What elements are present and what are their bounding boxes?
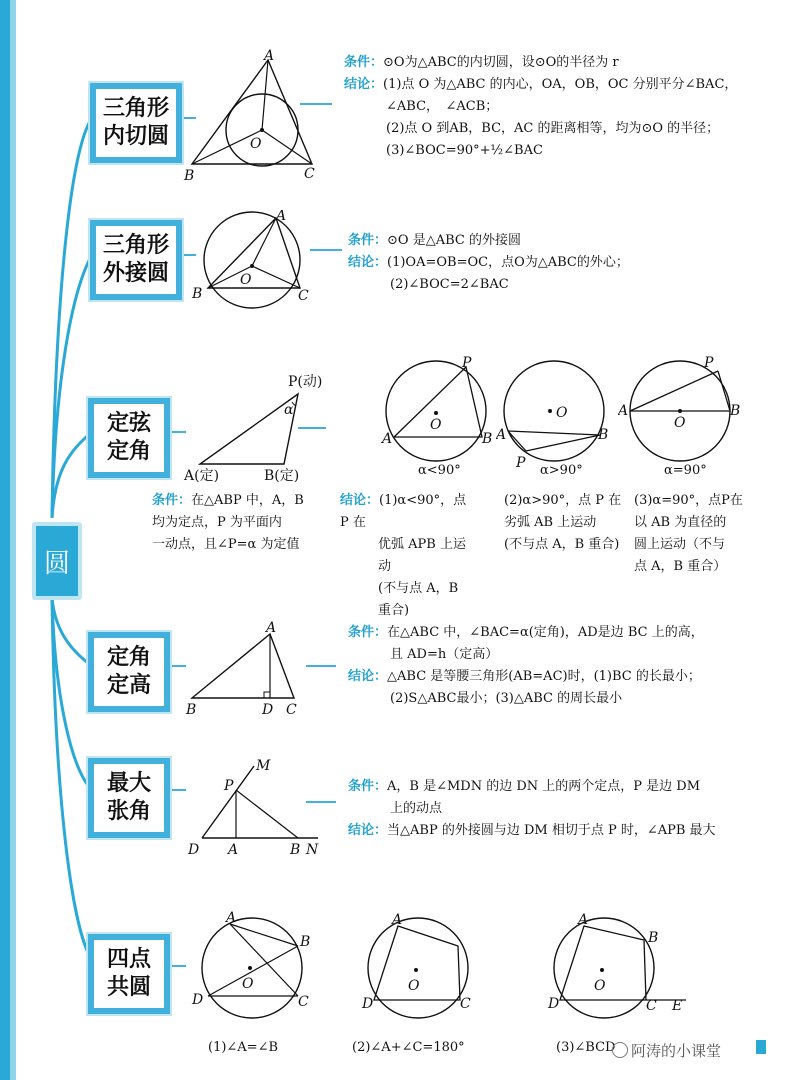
fig6a-label-c: C [298,994,309,1010]
node-incircle-line2: 内切圆 [102,124,169,149]
fig6c-label-o: O [594,978,606,994]
figure-concyclic-3 [546,910,696,1020]
fig6b-label-o: O [408,978,420,994]
fig3-label-b: B(定) [264,468,300,484]
fixed-chord-case-2 [504,490,630,556]
section-max-angle-text [348,776,788,842]
max-angle-conclusion-tag: 结论： [348,823,388,838]
case2-line1: (2)α>90°，点 P 在 [504,493,622,508]
caption-right: α=90° [664,463,707,478]
watermark-logo-icon [612,1042,628,1058]
figure-concyclic-2 [360,910,490,1020]
fig6b-label-d: D [362,996,374,1012]
figure-incircle [180,48,320,188]
fah-condition-tag: 条件： [348,625,388,640]
fig5-label-b: B [290,842,301,858]
node-fixed-angle-height [88,632,170,712]
circumcircle-condition-tag: 条件： [348,233,388,248]
fig1-label-b: B [184,168,195,184]
fig2-label-b: B [192,286,203,302]
incircle-conclusion-2: ∠ABC， ∠ACB； [386,99,499,114]
incircle-condition-tag: 条件： [344,55,384,70]
fig5-label-d: D [188,842,200,858]
circumcircle-condition: ⊙O 是△ABC 的外接圆 [387,233,521,248]
fig3b-label-a: A [496,427,507,443]
caption-concyclic-2: (2)∠A+∠C=180° [352,1040,465,1055]
node-concyclic [88,934,170,1014]
case3-line1: (3)α=90°，点P在 [634,493,743,508]
max-angle-condition-tag: 条件： [348,779,388,794]
fig3c-label-p: P [704,355,714,371]
case3-line2: 以 AB 为直径的 [634,515,727,530]
node-circumcircle [90,220,182,300]
node-concyclic-line2: 共圆 [106,975,151,1000]
fixed-chord-conclusion-tag: 结论： [340,493,380,508]
fig3c-label-b: B [730,403,741,419]
fig6a-label-b: B [300,934,311,950]
fixed-chord-case-3 [634,490,764,578]
max-angle-conclusion-1: 当△ABP 的外接圆与边 DM 相切于点 P 时，∠APB 最大 [387,823,716,838]
fig6a-label-o: O [242,976,254,992]
corner-marker [756,1040,766,1054]
figure-fixed-angle-height [180,618,310,718]
fig3a-label-p: P [462,355,472,371]
root-label: 圆 [43,548,70,579]
fah-condition-2: 且 AD=h（定高） [390,647,499,662]
fig3a-label-a: A [382,431,393,447]
fig6c-label-e: E [672,998,683,1014]
fig6c-label-a: A [578,912,589,928]
fah-conclusion-tag: 结论： [348,669,388,684]
fig3c-label-a: A [618,403,629,419]
case2-line3: (不与点 A，B 重合) [504,537,620,552]
fah-conclusion-1: △ABC 是等腰三角形(AB=AC)时，(1)BC 的长最小； [387,669,701,684]
watermark [612,1040,721,1061]
node-max-angle [88,758,170,838]
fixed-chord-condition-1: 在△ABP 中，A，B [191,493,304,508]
incircle-conclusion-3: (2)点 O 到AB，BC，AC 的距离相等，均为⊙O 的半径； [386,121,720,136]
fig5-label-n: N [306,842,319,858]
fixed-chord-case-1 [340,490,470,622]
node-fixed-chord-line1: 定弦 [106,411,151,436]
incircle-conclusion-4: (3)∠BOC=90°+½∠BAC [386,143,543,158]
section-circumcircle-text [348,230,788,296]
node-fah-line2: 定高 [106,673,151,698]
max-angle-condition-2: 上的动点 [390,801,443,816]
fig3-label-p: P(动) [288,374,323,390]
figure-circumcircle [190,210,320,310]
fig4-label-c: C [286,702,297,718]
caption-concyclic-3: (3)∠BCD [556,1040,616,1055]
max-angle-condition-1: A，B 是∠MDN 的边 DN 上的两个定点，P 是边 DM [387,779,701,794]
figure-chord-right [618,355,744,465]
figure-fixed-chord [180,372,340,484]
case1-line3: (不与点 A，B 重合) [378,581,459,618]
case3-line3: 圆上运动（不与 [634,537,726,552]
fig2-label-c: C [298,288,309,304]
fig4-label-b: B [186,702,197,718]
case1-line2: 优弧 APB 上运动 [378,537,466,574]
fah-conclusion-2: (2)S△ABC最小；(3)△ABC 的周长最小 [390,691,623,706]
fig1-label-a: A [264,48,275,64]
fig4-label-a: A [266,620,277,636]
fig3-label-a: A(定) [184,468,220,484]
case2-line2: 劣弧 AB 上运动 [504,515,597,530]
fixed-chord-condition-3: 一动点，且∠P=α 为定值 [152,537,300,552]
node-max-angle-line2: 张角 [106,799,151,824]
section-incircle-text [344,52,794,162]
fig3b-label-p: P [516,455,526,467]
section-fah-text [348,622,788,710]
fixed-chord-condition [152,490,332,556]
caption-obtuse: α>90° [540,463,583,478]
node-max-angle-line1: 最大 [106,771,151,796]
fig6b-label-a: A [392,912,403,928]
node-circumcircle-line1: 三角形 [102,233,169,258]
node-concyclic-line1: 四点 [106,947,151,972]
fig3-label-alpha: α [284,402,294,418]
fixed-chord-condition-2: 均为定点，P 为平面内 [152,515,282,530]
node-fixed-chord-line2: 定角 [106,439,151,464]
case1-line1: (1)α<90°，点 P 在 [340,493,467,530]
node-fah-line1: 定角 [106,645,151,670]
fah-condition-1: 在△ABC 中，∠BAC=α(定角)，AD是边 BC 上的高， [387,625,704,640]
fig5-label-a: A [228,842,239,858]
fig3c-label-o: O [674,415,686,431]
circumcircle-conclusion-tag: 结论： [348,255,388,270]
fig2-label-o: O [240,272,252,288]
incircle-condition: ⊙O为△ABC的内切圆，设⊙O的半径为 r [383,55,619,70]
fig6c-label-d: D [548,996,560,1012]
node-incircle [90,83,182,163]
fig2-label-a: A [276,210,287,224]
root-node-circle [32,522,82,600]
fig4-label-d: D [262,702,274,718]
caption-acute: α<90° [418,463,461,478]
fig6c-label-c: C [646,998,657,1014]
fig3a-label-o: O [430,417,442,433]
figure-concyclic-1 [190,910,320,1020]
circumcircle-conclusion-1: (1)OA=OB=OC，点O为△ABC的外心； [387,255,629,270]
incircle-conclusion-tag: 结论： [344,77,384,92]
fixed-chord-condition-tag: 条件： [152,493,192,508]
fig3a-label-b: B [482,431,493,447]
circumcircle-conclusion-2: (2)∠BOC=2∠BAC [390,277,509,292]
node-incircle-line1: 三角形 [102,96,169,121]
figure-chord-obtuse [496,355,616,467]
incircle-conclusion-1: (1)点 O 为△ABC 的内心，OA，OB，OC 分别平分∠BAC， [383,77,738,92]
fig1-label-o: O [250,136,262,152]
fig6a-label-a: A [226,910,237,926]
figure-max-angle [184,752,324,862]
node-circumcircle-line2: 外接圆 [102,261,169,286]
fig5-label-p: P [224,778,234,794]
node-fixed-chord [88,398,170,478]
fig6a-label-d: D [192,992,204,1008]
fig6c-label-b: B [648,930,659,946]
case3-line4: 点 A，B 重合） [634,559,727,574]
fig1-label-c: C [304,166,315,182]
fig3b-label-b: B [598,427,609,443]
fig3b-label-o: O [556,405,568,421]
caption-concyclic-1: (1)∠A=∠B [208,1040,279,1055]
watermark-text: 阿涛的小课堂 [631,1042,722,1060]
fig6b-label-c: C [460,996,471,1012]
fig5-label-m: M [256,758,271,774]
figure-chord-acute [380,355,500,465]
